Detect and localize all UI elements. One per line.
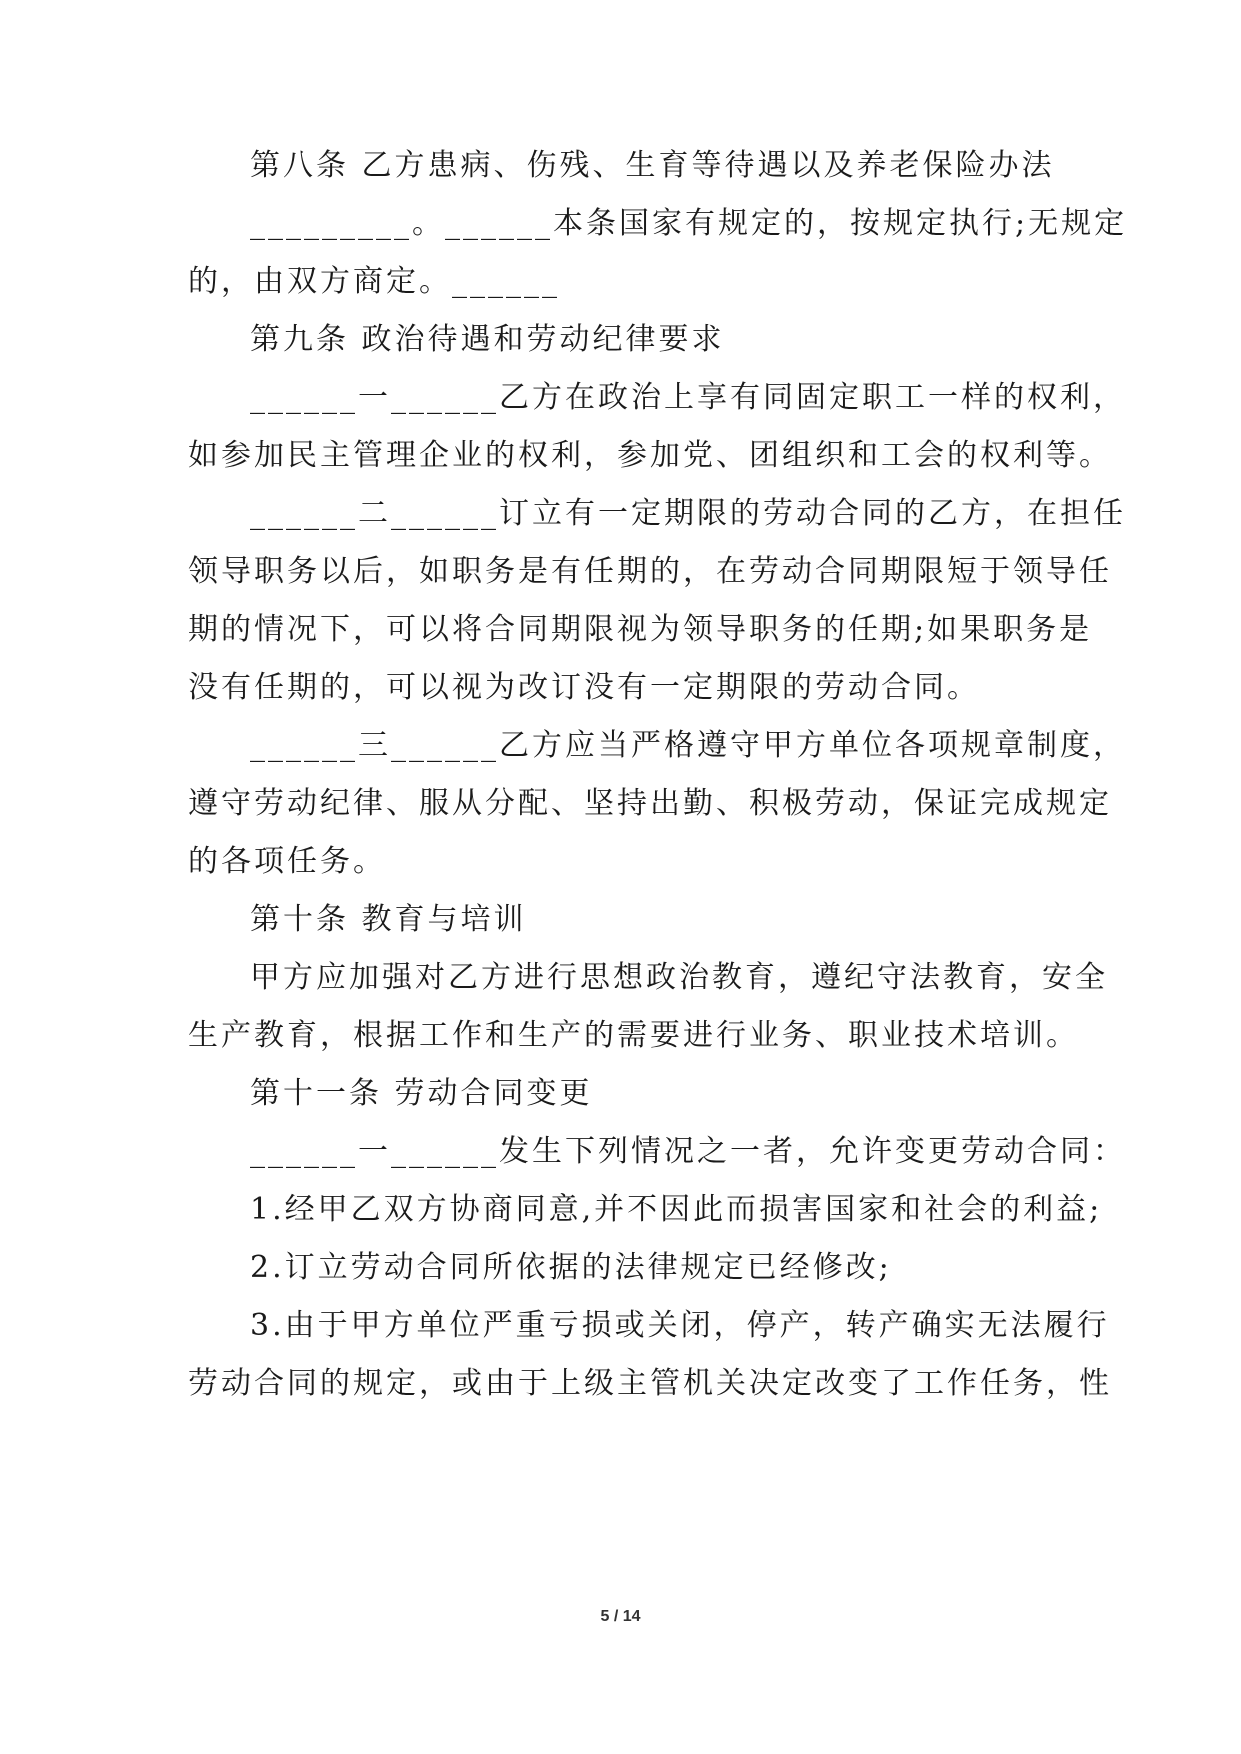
text-line: 第十条 教育与培训: [250, 902, 527, 937]
text-line: 遵守劳动纪律、服从分配、坚持出勤、积极劳动，保证完成规定: [188, 786, 1112, 821]
page-number: 5 / 14: [600, 1608, 641, 1625]
text-line: 3.由于甲方单位严重亏损或关闭，停产，转产确实无法履行: [250, 1308, 1110, 1343]
text-line: 第十一条 劳动合同变更: [250, 1076, 593, 1111]
text-line: ______三______乙方应当严格遵守甲方单位各项规章制度，: [250, 728, 1126, 763]
text-line: 领导职务以后，如职务是有任期的，在劳动合同期限短于领导任: [188, 554, 1112, 589]
text-line: 甲方应加强对乙方进行思想政治教育，遵纪守法教育，安全: [250, 960, 1108, 995]
text-line: 2.订立劳动合同所依据的法律规定已经修改;: [250, 1250, 892, 1285]
text-line: 没有任期的，可以视为改订没有一定期限的劳动合同。: [188, 670, 980, 705]
text-line: 的，由双方商定。______: [188, 264, 560, 299]
text-line: ______一______乙方在政治上享有同固定职工一样的权利，: [250, 380, 1126, 415]
text-line: 1.经甲乙双方协商同意,并不因此而损害国家和社会的利益;: [250, 1192, 1103, 1227]
text-line: 第九条 政治待遇和劳动纪律要求: [250, 322, 725, 357]
text-line: 第八条 乙方患病、伤残、生育等待遇以及养老保险办法: [250, 148, 1055, 183]
text-line: 期的情况下，可以将合同期限视为领导职务的任期;如果职务是: [188, 612, 1093, 647]
text-line: ______二______订立有一定期限的劳动合同的乙方，在担任: [250, 496, 1126, 531]
text-line: _________。______本条国家有规定的，按规定执行;无规定: [250, 206, 1128, 241]
text-line: 生产教育，根据工作和生产的需要进行业务、职业技术培训。: [188, 1018, 1079, 1053]
text-line: ______一______发生下列情况之一者，允许变更劳动合同：: [250, 1134, 1126, 1169]
text-line: 劳动合同的规定，或由于上级主管机关决定改变了工作任务，性: [188, 1366, 1112, 1401]
text-line: 如参加民主管理企业的权利，参加党、团组织和工会的权利等。: [188, 438, 1112, 473]
text-line: 的各项任务。: [188, 844, 386, 879]
